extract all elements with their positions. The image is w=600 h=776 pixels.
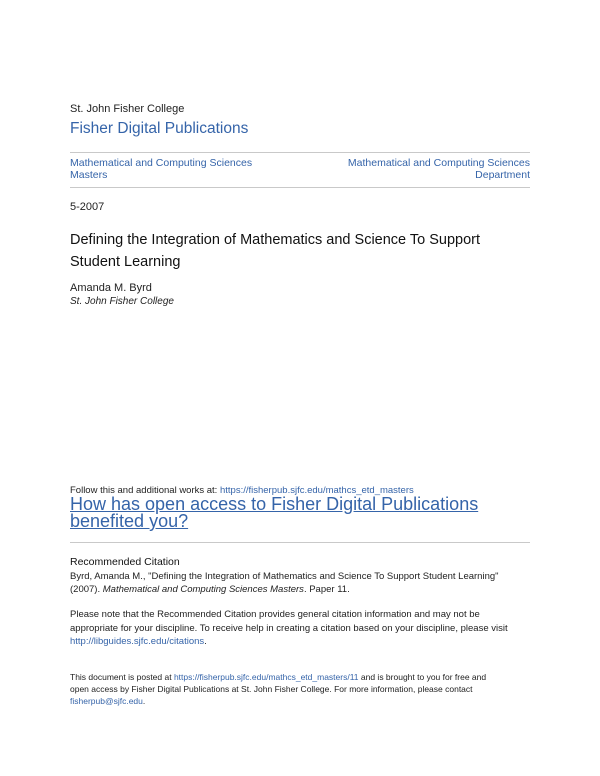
- footer-post: and is brought to you for free and: [358, 672, 487, 682]
- footer-email-suffix: .: [142, 696, 146, 706]
- publication-date: 5-2007: [70, 201, 105, 213]
- citation-heading: Recommended Citation: [70, 556, 180, 568]
- citation-line1: Byrd, Amanda M., "Defining the Integration of Mathematics and Science To Support Student Learning": [70, 571, 499, 582]
- collection-masters-line2: Masters: [70, 169, 108, 181]
- top-divider: [70, 152, 530, 153]
- citation-text: [70, 570, 499, 596]
- collections-divider: [70, 187, 530, 188]
- footer-line1: [70, 671, 486, 683]
- contact-email-link[interactable]: fisherpub@sjfc.edu: [70, 696, 143, 706]
- citation-paper: . Paper 11.: [303, 584, 350, 595]
- footer-pre: This document is posted at: [70, 672, 174, 682]
- document-title: [70, 229, 540, 273]
- footer-text: [70, 671, 486, 707]
- libguides-link[interactable]: http://libguides.sjfc.edu/citations: [70, 636, 205, 647]
- citation-line2: [70, 583, 499, 596]
- collection-masters-link[interactable]: [70, 157, 252, 181]
- open-access-line2: benefited you?: [70, 511, 189, 531]
- open-access-survey-link[interactable]: [70, 496, 478, 530]
- footer-line3: [70, 695, 486, 707]
- note-line2: appropriate for your discipline. To receive help in creating a citation based on your discipline, please visit: [70, 622, 508, 634]
- footer-line2: open access by Fisher Digital Publications at St. John Fisher College. For more information, please contact: [70, 684, 473, 694]
- collection-url-link[interactable]: https://fisherpub.sjfc.edu/mathcs_etd_masters: [219, 485, 414, 496]
- author-affiliation: St. John Fisher College: [70, 296, 174, 307]
- collection-department-line2: Department: [475, 169, 530, 181]
- author-name: Amanda M. Byrd: [70, 282, 152, 294]
- title-line-2: Student Learning: [70, 254, 181, 270]
- note-line3: [70, 635, 508, 649]
- citation-series: Mathematical and Computing Sciences Masters: [102, 584, 304, 595]
- citation-divider: [70, 542, 530, 543]
- repository-link[interactable]: Fisher Digital Publications: [70, 120, 249, 137]
- collection-department-link[interactable]: [348, 157, 530, 181]
- institution-name: St. John Fisher College: [70, 103, 185, 115]
- citation-note: [70, 608, 508, 649]
- title-line-1: Defining the Integration of Mathematics and Science To Support: [70, 232, 481, 248]
- note-line1: Please note that the Recommended Citation provides general citation information and may not be: [70, 609, 480, 620]
- note-link-suffix: .: [204, 636, 207, 647]
- document-url-link[interactable]: https://fisherpub.sjfc.edu/mathcs_etd_masters/11: [173, 672, 359, 682]
- open-access-line1: How has open access to Fisher Digital Publications: [70, 494, 479, 514]
- collection-department-line1: Mathematical and Computing Sciences: [347, 157, 530, 169]
- collection-masters-line1: Mathematical and Computing Sciences: [70, 157, 253, 169]
- follow-prefix: Follow this and additional works at:: [70, 485, 220, 496]
- citation-year: (2007).: [70, 584, 103, 595]
